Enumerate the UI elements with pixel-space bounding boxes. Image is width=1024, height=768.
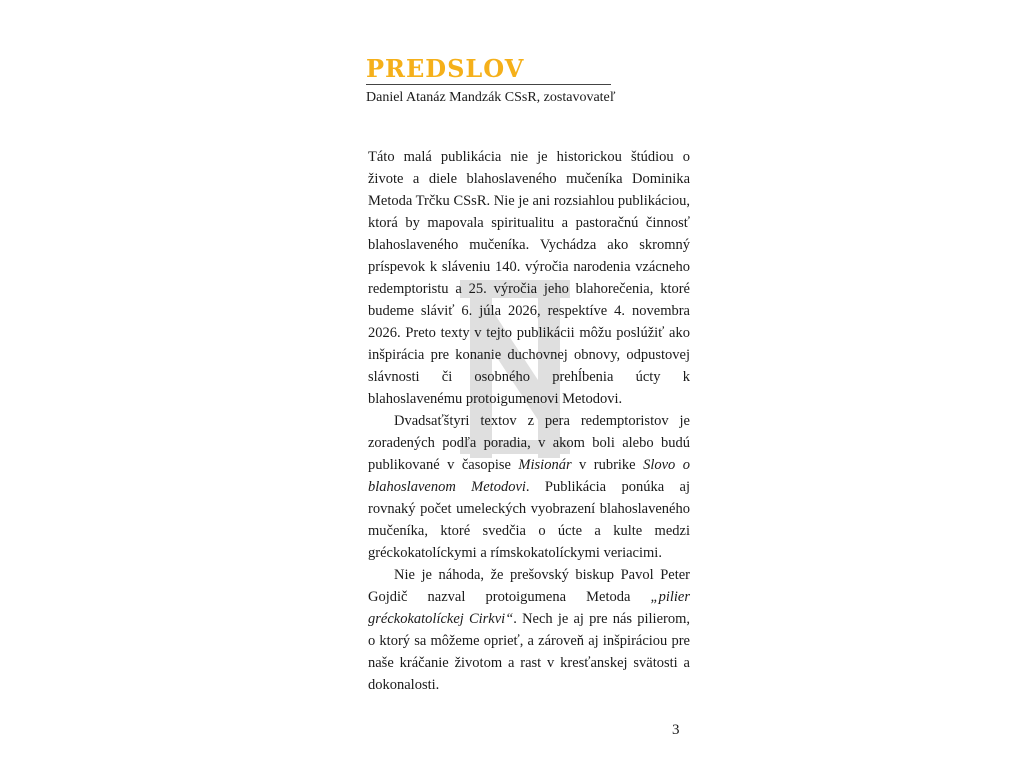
quote: „pilier gréckokatolíckej Cirkvi“ [368,589,690,627]
paragraph-3-text-b: . Nech je aj pre nás pilierom, o ktorý sa môžeme oprieť, a zároveň aj inšpiráciou pre naše kráčanie životom a rast v kresťanskej svätosti a dokonalosti. [368,611,690,693]
paragraph-3 [368,564,690,696]
rubric-title: Slovo o blahoslavenom Metodovi [368,457,690,495]
page-number: 3 [672,722,680,738]
paragraph-2-text-c: . Publikácia ponúka aj rovnaký počet umeleckých vyobrazení blahoslaveného mučeníka, ktoré svedčia o úcte a kulte medzi gréckokatolíckymi a rímskokatolíckymi veriacimi. [368,479,690,561]
paragraph-2 [368,410,690,564]
paragraph-2-text-b: v rubrike [571,457,644,473]
page-title: PREDSLOV [366,54,525,83]
paragraph-1: Táto malá publikácia nie je historickou štúdiou o živote a diele blahoslaveného mučeníka Dominika Metoda Trčku CSsR. Nie je ani rozsiahlou publikáciou, ktorá by mapovala spiritualitu a pastoračnú činnosť blahoslaveného mučeníka. Vychádza ako skromný príspevok k sláveniu 140. výročia narodenia vzácneho redemptoristu a 25. výročia jeho blahorečenia, ktoré budeme sláviť 6. júla 2026, respektíve 4. novembra 2026. Preto texty v tejto publikácii môžu poslúžiť ako inšpirácia pre konanie duchovnej obnovy, odpustovej slávnosti či osobného prehĺbenia úcty k blahoslavenému protoigumenovi Metodovi. [368,149,690,407]
paragraph-3-text-a: Nie je náhoda, že prešovský biskup Pavol Peter Gojdič nazval protoigumena Metoda [368,567,690,605]
title-divider [366,84,611,85]
paragraph-2-text-a: Dvadsaťštyri textov z pera redemptoristov je zoradených podľa poradia, v akom boli alebo budú publikované v časopise [368,413,690,473]
magazine-title: Misionár [518,457,572,473]
preface-body [368,146,690,696]
author-line: Daniel Atanáz Mandzák CSsR, zostavovateľ [366,90,616,105]
